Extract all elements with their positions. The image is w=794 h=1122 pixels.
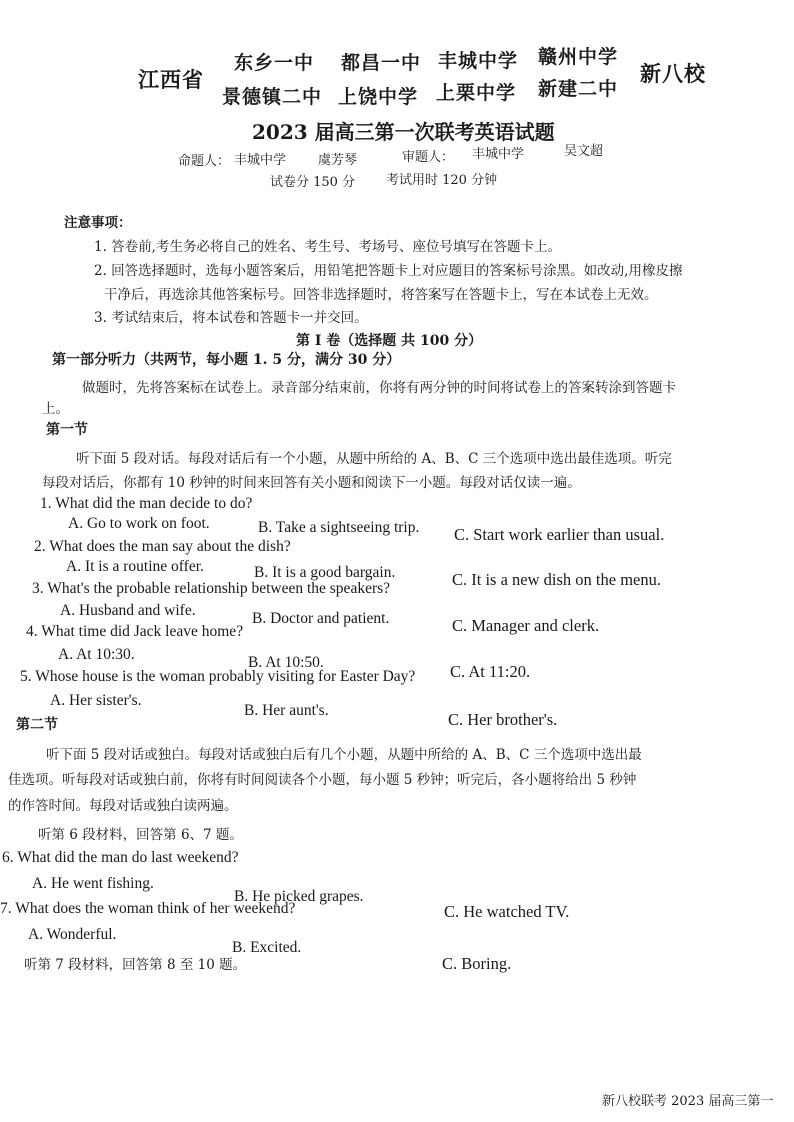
question-5-stem: 5. Whose house is the woman probably visiting for Easter Day?	[20, 668, 416, 685]
setter-name: 虞芳琴	[318, 153, 358, 168]
part1-intro-line2: 上。	[42, 401, 69, 417]
school-xinjian: 新建二中	[538, 78, 619, 100]
question-7-option-c: C. Boring.	[442, 954, 512, 973]
school-dongxiang: 东乡一中	[234, 52, 315, 74]
part1-intro-line1: 做题时，先将答案标在试卷上。录音部分结束前，你将有两分钟的时间将试卷上的答案转涂到答题卡	[82, 380, 676, 396]
school-shangli: 上栗中学	[436, 82, 517, 104]
question-2-stem: 2. What does the man say about the dish?	[34, 538, 291, 555]
section2-intro-line2: 佳选项。听每段对话或独白前，你将有时间阅读各个小题，每小题 5 秒钟；听完后，各小题将给出 5 秒钟	[8, 772, 637, 788]
question-1-option-b: B. Take a sightseeing trip.	[258, 519, 420, 536]
reviewer-name: 吴文超	[564, 144, 604, 159]
page-title: 2023 届高三第一次联考英语试题	[252, 120, 555, 144]
section2-intro-line3: 的作答时间。每段对话或独白读两遍。	[8, 798, 238, 814]
question-7-option-a: A. Wonderful.	[28, 926, 117, 943]
question-4-option-a: A. At 10:30.	[58, 646, 135, 663]
reviewer-label: 审题人：	[402, 150, 455, 165]
question-4-stem: 4. What time did Jack leave home?	[26, 623, 244, 640]
section1-intro-line2: 每段对话后，你都有 10 秒钟的时间来回答有关小题和阅读下一小题。每段对话仅读一遍。	[42, 475, 581, 491]
question-6-option-c: C. He watched TV.	[444, 902, 570, 921]
material-6-instruction: 听第 6 段材料，回答第 6、7 题。	[38, 827, 243, 843]
question-5-option-c: C. Her brother's.	[448, 710, 558, 729]
exam-time: 考试用时 120 分钟	[386, 173, 498, 188]
question-1-option-c: C. Start work earlier than usual.	[454, 525, 665, 544]
school-fengcheng: 丰城中学	[438, 50, 519, 72]
section2-heading: 第二节	[16, 717, 58, 733]
question-3-option-c: C. Manager and clerk.	[452, 616, 600, 635]
volume-heading: 第 I 卷（选择题 共 100 分）	[296, 333, 483, 349]
school-shangrao: 上饶中学	[338, 86, 419, 108]
question-6-option-a: A. He went fishing.	[32, 875, 154, 892]
question-3-option-a: A. Husband and wife.	[60, 602, 196, 619]
notes-heading: 注意事项：	[64, 215, 132, 231]
notes-item-1: 1. 答卷前,考生务必将自己的姓名、考生号、考场号、座位号填写在答题卡上。	[94, 239, 561, 255]
setter-school: 丰城中学	[234, 153, 287, 168]
section1-heading: 第一节	[46, 422, 88, 438]
question-6-option-b: B. He picked grapes.	[234, 888, 364, 905]
question-5-option-b: B. Her aunt's.	[244, 702, 329, 719]
material-7-instruction: 听第 7 段材料，回答第 8 至 10 题。	[24, 957, 247, 973]
group-name: 新八校	[640, 62, 706, 86]
section2-intro-line1: 听下面 5 段对话或独白。每段对话或独白后有几个小题，从题中所给的 A、B、C 三个选项中选出最	[46, 747, 642, 763]
question-6-stem: 6. What did the man do last weekend?	[2, 849, 239, 866]
question-5-option-a: A. Her sister's.	[50, 692, 142, 709]
question-3-option-b: B. Doctor and patient.	[252, 610, 390, 627]
part1-heading: 第一部分听力（共两节，每小题 1. 5 分，满分 30 分）	[52, 352, 401, 368]
exam-score: 试卷分 150 分	[270, 175, 356, 190]
question-7-stem: 7. What does the woman think of her weekend?	[0, 900, 296, 917]
notes-item-3: 3. 考试结束后，将本试卷和答题卡一并交回。	[94, 310, 368, 326]
question-2-option-b: B. It is a good bargain.	[254, 564, 396, 581]
question-4-option-c: C. At 11:20.	[450, 662, 531, 681]
question-2-option-c: C. It is a new dish on the menu.	[452, 570, 661, 589]
reviewer-school: 丰城中学	[472, 147, 525, 162]
question-7-option-b: B. Excited.	[232, 939, 302, 956]
question-3-stem: 3. What's the probable relationship between the speakers?	[32, 580, 391, 597]
section1-intro-line1: 听下面 5 段对话。每段对话后有一个小题，从题中所给的 A、B、C 三个选项中选出最佳选项。听完	[76, 451, 672, 467]
setter-label: 命题人：	[178, 154, 231, 169]
province-label: 江西省	[138, 68, 204, 92]
school-ganzhou: 赣州中学	[538, 46, 619, 68]
question-4-option-b: B. At 10:50.	[248, 654, 324, 671]
question-1-stem: 1. What did the man decide to do?	[40, 495, 253, 512]
notes-item-2-line2: 干净后，再选涂其他答案标号。回答非选择题时，将答案写在答题卡上，写在本试卷上无效。	[104, 287, 658, 303]
notes-item-2-line1: 2. 回答选择题时，选每小题答案后，用铅笔把答题卡上对应题目的答案标号涂黑。如改动,用橡皮擦	[94, 263, 683, 279]
question-1-option-a: A. Go to work on foot.	[68, 515, 210, 532]
school-duchang: 都昌一中	[341, 52, 422, 74]
question-2-option-a: A. It is a routine offer.	[66, 558, 204, 575]
page-footer: 新八校联考 2023 届高三第一	[602, 1094, 774, 1109]
school-jingdezhen: 景德镇二中	[222, 86, 323, 108]
